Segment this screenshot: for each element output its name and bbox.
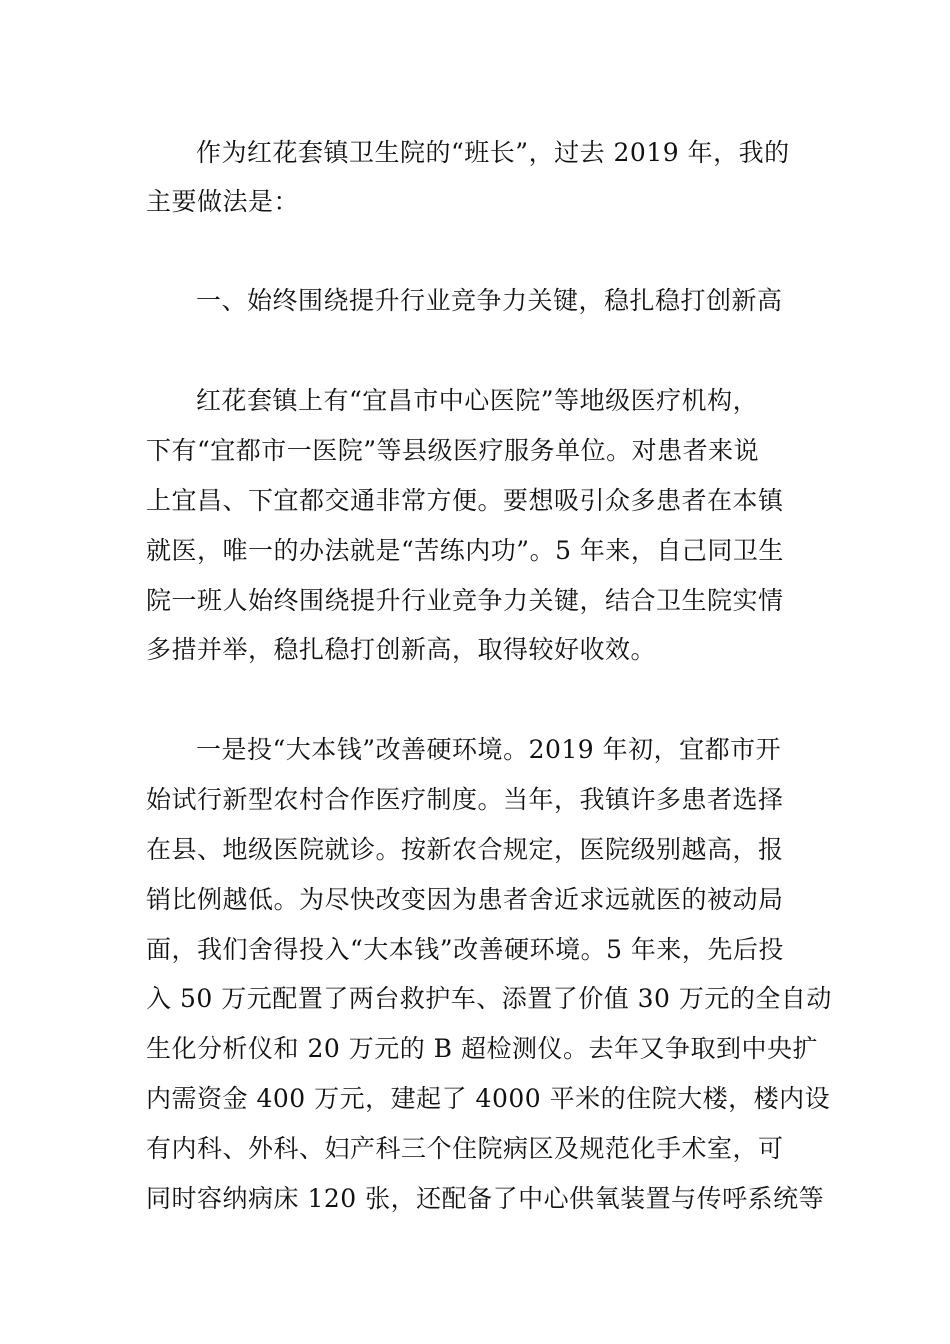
paragraph-3-line-2: 始试行新型农村合作医疗制度。当年，我镇许多患者选择 xyxy=(146,785,784,814)
paragraph-3-line-4: 销比例越低。为尽快改变因为患者舍近求远就医的被动局 xyxy=(146,885,784,914)
paragraph-2-line-6: 多措并举，稳扎稳打创新高，取得较好收效。 xyxy=(146,635,657,664)
paragraph-3-line-8: 内需资金 400 万元，建起了 4000 平米的住院大楼，楼内设 xyxy=(146,1084,831,1113)
paragraph-1-line-1: 作为红花套镇卫生院的“班长”，过去 2019 年，我的 xyxy=(196,138,790,167)
paragraph-3-line-6: 入 50 万元配置了两台救护车、添置了价值 30 万元的全自动 xyxy=(146,984,832,1013)
paragraph-2-line-1: 红花套镇上有“宜昌市中心医院”等地级医疗机构， xyxy=(196,386,759,415)
paragraph-3-line-3: 在县、地级医院就诊。按新农合规定，医院级别越高，报 xyxy=(146,835,784,864)
paragraph-2-line-4: 就医，唯一的办法就是“苦练内功”。5 年来，自己同卫生 xyxy=(146,536,784,565)
paragraph-3-line-7: 生化分析仪和 20 万元的 B 超检测仪。去年又争取到中央扩 xyxy=(146,1034,818,1063)
paragraph-2-line-2: 下有“宜都市一医院”等县级医疗服务单位。对患者来说 xyxy=(146,436,760,465)
paragraph-3-line-9: 有内科、外科、妇产科三个住院病区及规范化手术室，可 xyxy=(146,1134,784,1163)
paragraph-2-line-5: 院一班人始终围绕提升行业竞争力关键，结合卫生院实情 xyxy=(146,586,784,615)
paragraph-3-line-1: 一是投“大本钱”改善硬环境。2019 年初，宜都市开 xyxy=(196,735,782,764)
section-heading: 一、始终围绕提升行业竞争力关键，稳扎稳打创新高 xyxy=(196,286,783,315)
paragraph-2-line-3: 上宜昌、下宜都交通非常方便。要想吸引众多患者在本镇 xyxy=(146,486,784,515)
paragraph-3-line-5: 面，我们舍得投入“大本钱”改善硬环境。5 年来，先后投 xyxy=(146,935,784,964)
paragraph-3-line-10: 同时容纳病床 120 张，还配备了中心供氧装置与传呼系统等 xyxy=(146,1184,825,1213)
paragraph-1-line-2: 主要做法是： xyxy=(146,187,300,216)
